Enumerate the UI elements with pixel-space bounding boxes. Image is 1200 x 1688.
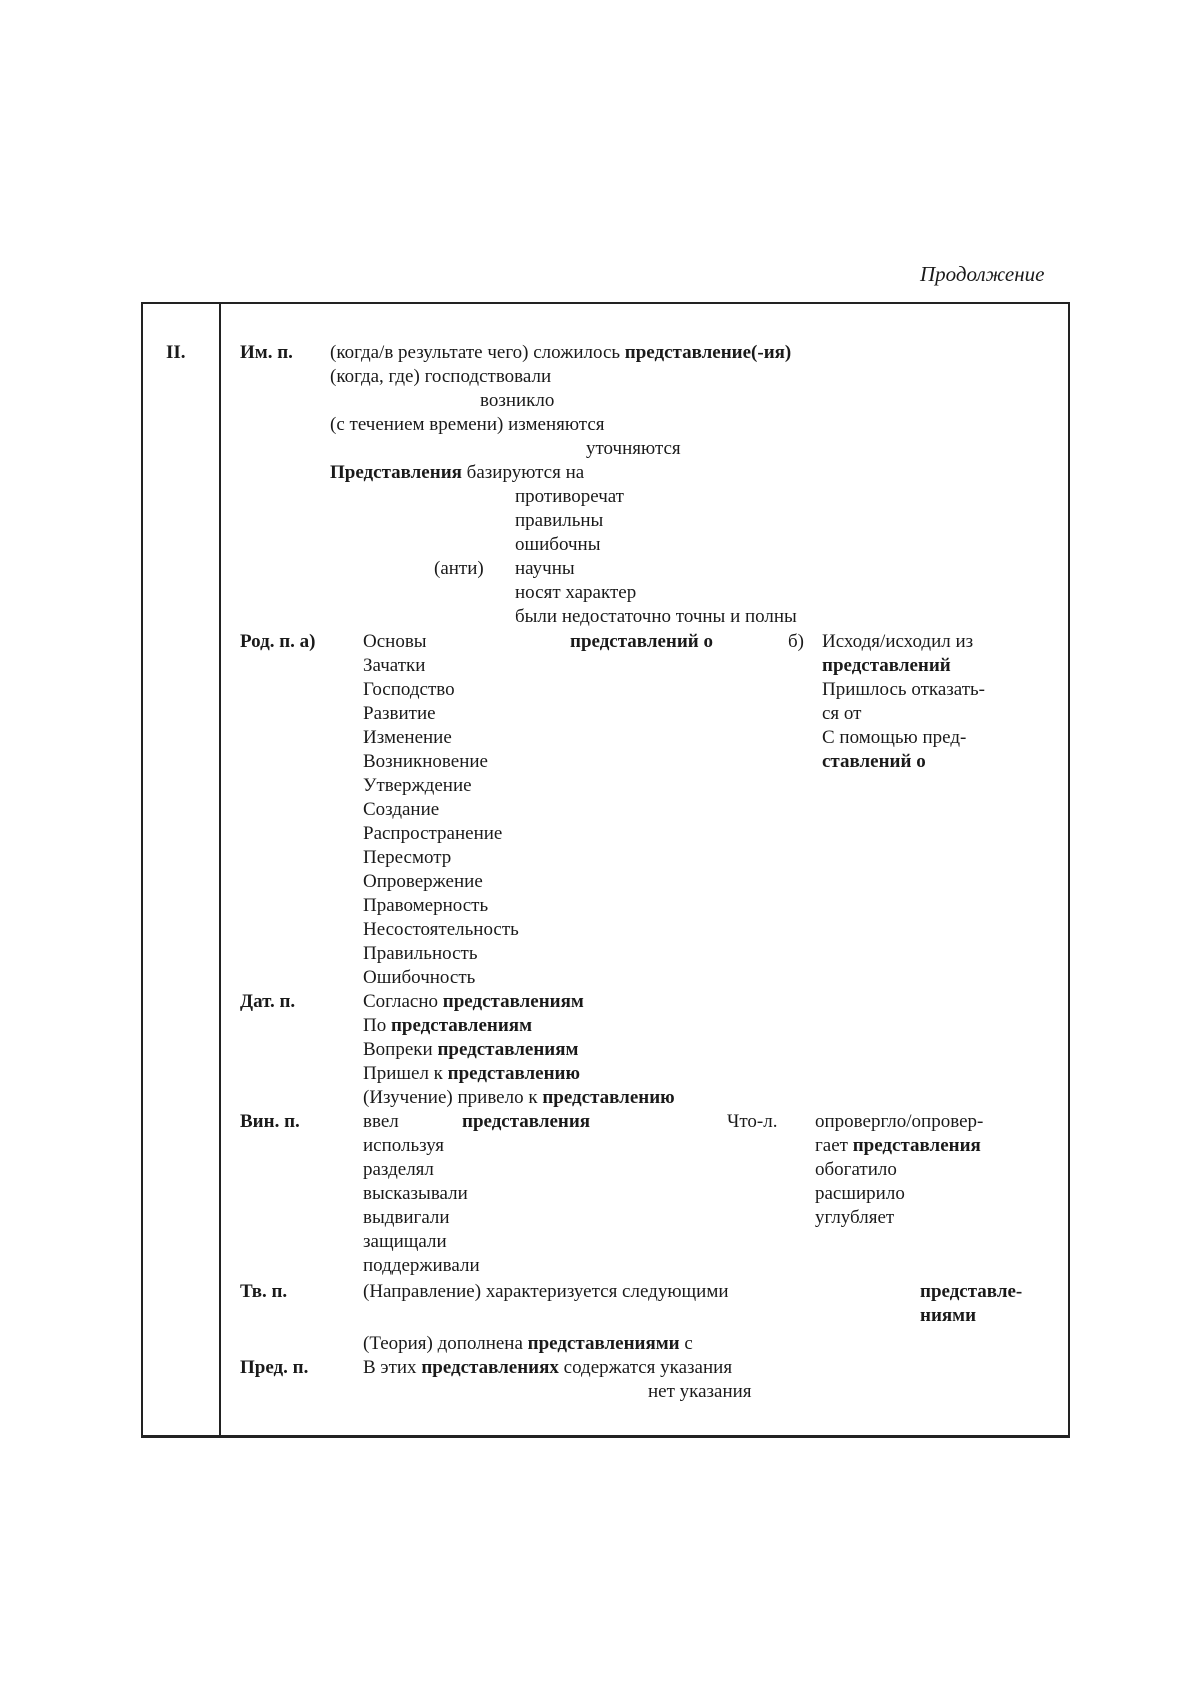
dat-line-3: Вопреки представлениям [363,1039,579,1060]
im-line-3: возникло [480,390,555,411]
im-line-10-prefix: (анти) [434,558,484,579]
rod-right-line-4: ся от [822,703,862,724]
vin-right-term: представления [852,1135,981,1156]
vin-right-line-2: гает представления [815,1135,981,1156]
rod-item: Господство [363,679,455,700]
rod-item: Правомерность [363,895,489,916]
rod-item: Возникновение [363,751,488,772]
tv-term-1a: представле- [920,1281,1023,1302]
table-bottom-border [141,1435,1070,1438]
table-left-border [141,302,143,1438]
case-accusative: Вин. п. [240,1111,300,1132]
rod-item: Создание [363,799,440,820]
im-line-5: уточняются [586,438,681,459]
rod-item: Изменение [363,727,452,748]
vin-right-line-1: опровергло/опровер- [815,1111,984,1132]
vin-right-prefix: Что-л. [727,1111,778,1132]
vin-right-line-4: расширило [815,1183,905,1204]
case-genitive: Род. п. а) [240,631,316,652]
continuation-label: Продолжение [920,262,1045,286]
im-line-7: противоречат [515,486,624,507]
vin-right-line-3: обогатило [815,1159,897,1180]
rod-item: Развитие [363,703,436,724]
rod-item: Ошибочность [363,967,476,988]
vin-item: выдвигали [363,1207,450,1228]
im-line-11: носят характер [515,582,637,603]
rod-item: Пересмотр [363,847,452,868]
vin-term: представления [462,1111,591,1132]
dat-term-1: представлениям [442,991,584,1012]
dat-line-5: (Изучение) привело к представлению [363,1087,675,1108]
vin-item: разделял [363,1159,434,1180]
dat-term-4: представлению [447,1063,580,1084]
case-dative: Дат. п. [240,991,296,1012]
dat-term-2: представлениям [390,1015,533,1036]
im-line-6: Представления базируются на [330,462,585,483]
pred-term: представлениях [421,1357,559,1378]
dat-term-5: представлению [542,1087,675,1108]
rod-item: Основы [363,631,427,652]
rod-right-line-3: Пришлось отказать- [822,679,985,700]
vin-item: поддерживали [363,1255,480,1276]
im-line-2: (когда, где) господствовали [330,366,552,387]
pred-line-2: нет указания [648,1381,752,1402]
vin-item: ввел [363,1111,399,1132]
im-term-2: Представления [330,462,462,483]
section-number: II. [166,342,186,363]
rod-right-line-5: С помощью пред- [822,727,967,748]
case-nominative: Им. п. [240,342,293,363]
im-line-12: были недостаточно точны и полны [515,606,797,627]
vin-item: защищали [363,1231,447,1252]
dat-line-4: Пришел к представлению [363,1063,580,1084]
rod-right-term-1: представлений [822,655,951,676]
table-column-divider [219,302,221,1438]
dat-line-1: Согласно представлениям [363,991,584,1012]
rod-right-line-1: Исходя/исходил из [822,631,974,652]
tv-line-2: (Теория) дополнена представлениями с [363,1333,693,1354]
rod-item: Правильность [363,943,478,964]
rod-right-term-2: ставлений о [822,751,926,772]
rod-item: Несостоятельность [363,919,519,940]
rod-item: Зачатки [363,655,426,676]
im-line-9: ошибочны [515,534,601,555]
case-prepositional: Пред. п. [240,1357,309,1378]
im-line-10: научны [515,558,575,579]
dat-term-3: представлениям [437,1039,579,1060]
vin-item: высказывали [363,1183,468,1204]
rod-item: Утверждение [363,775,472,796]
im-term-1: представление(-ия) [624,342,792,363]
im-line-4: (с течением времени) изменяются [330,414,605,435]
tv-term-1b: ниями [920,1305,977,1326]
im-line-1: (когда/в результате чего) сложилось представление(-ия) [330,342,792,363]
rod-item: Распространение [363,823,503,844]
vin-right-line-5: углубляет [815,1207,895,1228]
table-top-border [141,302,1070,304]
im-line-8: правильны [515,510,604,531]
vin-item: используя [363,1135,445,1156]
pred-line-1: В этих представлениях содержатся указания [363,1357,733,1378]
case-instrumental: Тв. п. [240,1281,288,1302]
rod-item: Опровержение [363,871,483,892]
table-right-border [1068,302,1070,1438]
tv-line-1: (Направление) характеризуется следующими [363,1281,729,1302]
tv-term-2: представлениями [527,1333,680,1354]
rod-term: представлений о [570,631,714,652]
dat-line-2: По представлениям [363,1015,533,1036]
rod-b-marker: б) [788,631,804,652]
